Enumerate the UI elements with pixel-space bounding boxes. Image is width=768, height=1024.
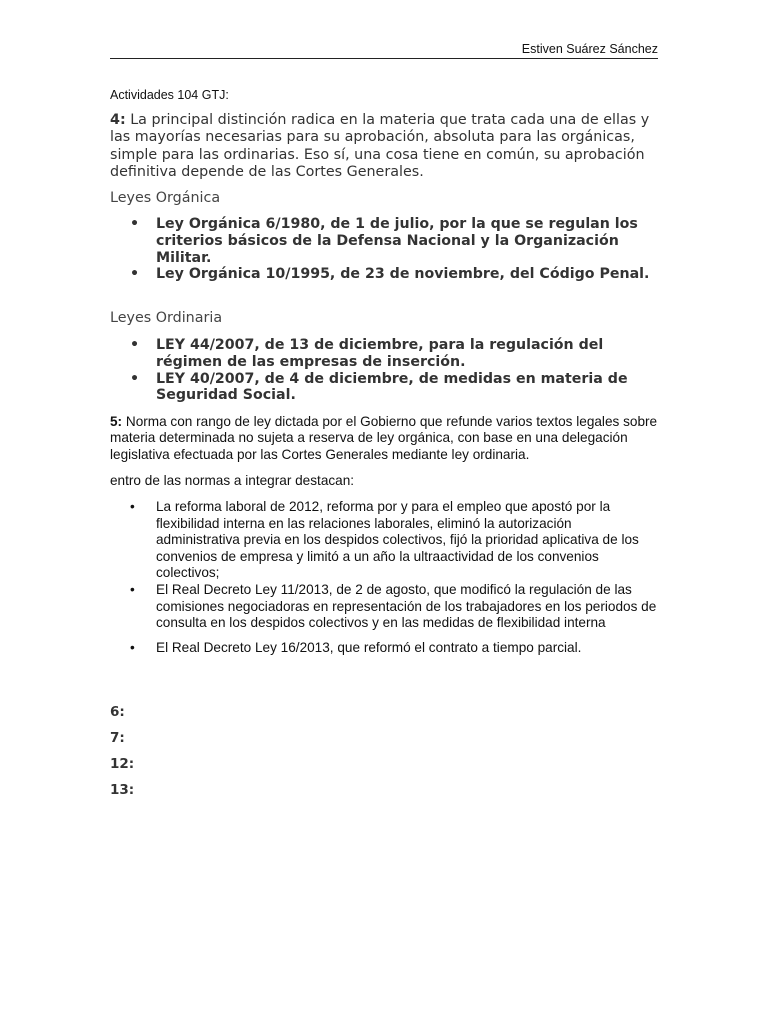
bullet-icon: • (130, 581, 135, 597)
answer-4-number: 4: (110, 112, 126, 128)
list-item: • El Real Decreto Ley 16/2013, que reformó el contrato a tiempo parcial. (130, 639, 582, 655)
list-item: • LEY 40/2007, de 4 de diciembre, de medidas en materia de Seguridad Social. (130, 370, 628, 404)
answer-5 (110, 414, 658, 463)
bullet-icon: • (130, 370, 140, 387)
document-title: Actividades 104 GTJ: (110, 88, 229, 102)
bullet-icon: • (130, 337, 140, 353)
list-item: • Ley Orgánica 6/1980, de 1 de julio, por la que se regulan los criterios básicos de la Defensa Nacional y la Organización Militar. (130, 216, 638, 266)
organicas-heading: Leyes Orgánica (110, 190, 221, 206)
list-item: • El Real Decreto Ley 11/2013, de 2 de agosto, que modificó la regulación de las comisiones negociadoras en representación de los trabajadores en los periodos de consulta en los despidos colectivos y en las medidas de flexibilidad interna (130, 581, 657, 631)
bullet-icon: • (130, 639, 135, 655)
list-item: • Ley Orgánica 10/1995, de 23 de noviembre, del Código Penal. (130, 266, 650, 283)
question-7-label: 7: (110, 730, 125, 746)
ordinarias-heading: Leyes Ordinaria (110, 310, 223, 326)
bullet-icon: • (130, 499, 135, 514)
page-header (110, 42, 658, 59)
answer-5-text: Norma con rango de ley dictada por el Gobierno que refunde varios textos legales sobre materia determinada no sujeta a reserva de ley orgánica, con base en una delegación legislativa efectuada por las Cortes Generales mediante ley ordinaria. (110, 414, 658, 462)
question-12-label: 12: (110, 756, 135, 772)
bullet-icon: • (130, 216, 140, 232)
organicas-list (110, 216, 658, 283)
author-name: Estiven Suárez Sánchez (521, 42, 658, 56)
question-6-label: 6: (110, 704, 125, 720)
answer-4 (110, 112, 658, 181)
question-13-label: 13: (110, 782, 135, 798)
ordinarias-list (110, 337, 658, 404)
answer-5-list (110, 499, 658, 656)
answer-4-text: La principal distinción radica en la materia que trata cada una de ellas y las mayorías necesarias para su aprobación, absoluta para las orgánicas, simple para las ordinarias. Eso sí, una cosa tiene en común, su aprobación definitiva depende de las Cortes Generales. (110, 112, 650, 180)
list-item: • La reforma laboral de 2012, reforma por y para el empleo que apostó por la flexibilidad interna en las relaciones laborales, eliminó la autorización administrativa previa en los despidos colectivos, fijó la prioridad aplicativa de los convenios de empresa y limitó a un año la ultraactividad de los convenios colectivos; (130, 499, 639, 581)
answer-5-number: 5: (110, 414, 123, 429)
list-item: • LEY 44/2007, de 13 de diciembre, para la regulación del régimen de las empresas de inserción. (130, 337, 604, 370)
bullet-icon: • (130, 266, 140, 283)
answer-5-intro: entro de las normas a integrar destacan: (110, 473, 355, 488)
